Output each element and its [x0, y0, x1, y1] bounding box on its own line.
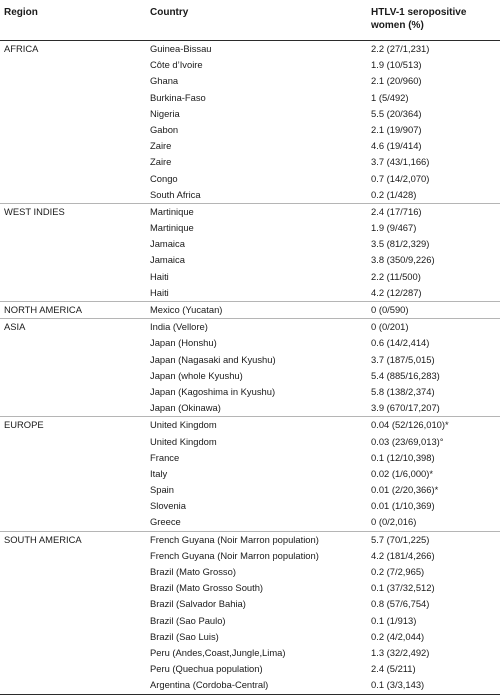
region-cell: WEST INDIES: [4, 205, 65, 217]
country-cell: Japan (Kagoshima in Kyushu): [150, 385, 276, 397]
country-cell: French Guyana (Noir Marron population): [150, 549, 319, 561]
table-row: [0, 318, 500, 335]
country-cell: Brazil (Mato Grosso): [150, 566, 236, 577]
table-row: [0, 548, 500, 564]
table-row: [0, 661, 500, 677]
country-cell: Guinea-Bissau: [150, 43, 212, 54]
country-cell: Argentina (Cordoba-Central): [150, 679, 269, 691]
value-cell: 4.2 (181/4,266): [371, 549, 435, 561]
value-cell: 4.2 (12/287): [371, 286, 422, 298]
table-row: [0, 106, 500, 122]
table-row: [0, 531, 500, 548]
table-row: [0, 73, 500, 89]
table-body: [0, 41, 500, 694]
country-cell: Zaire: [150, 140, 172, 152]
table-row: [0, 236, 500, 252]
country-cell: Jamaica: [150, 254, 185, 266]
country-cell: Haiti: [150, 270, 169, 282]
country-cell: Brazil (Salvador Bahia): [150, 598, 246, 610]
value-cell: 0.04 (52/126,010)*: [371, 419, 449, 431]
value-cell: 2.1 (20/960): [371, 75, 422, 87]
value-cell: 0.01 (1/10,369): [371, 500, 435, 512]
value-cell: 4.6 (19/414): [371, 140, 422, 152]
table-row: [0, 450, 500, 466]
country-cell: South Africa: [150, 188, 201, 200]
country-cell: Côte d’Ivoire: [150, 59, 203, 71]
region-cell: EUROPE: [4, 419, 44, 431]
country-cell: Martinique: [150, 222, 194, 234]
value-cell: 2.1 (19/907): [371, 123, 422, 135]
table-row: [0, 677, 500, 693]
table-row: [0, 138, 500, 154]
table-row: [0, 252, 500, 268]
value-cell: 1 (5/492): [371, 91, 409, 103]
table-row: [0, 564, 500, 580]
country-cell: Peru (Andes,Coast,Jungle,Lima): [150, 646, 286, 658]
table-row: [0, 57, 500, 73]
table-row: [0, 466, 500, 482]
value-cell: 1.9 (9/467): [371, 222, 417, 234]
region-cell: NORTH AMERICA: [4, 304, 82, 315]
value-cell: 3.7 (187/5,015): [371, 353, 435, 365]
table-row: [0, 220, 500, 236]
table-row: [0, 434, 500, 450]
table-row: [0, 154, 500, 170]
table-row: [0, 41, 500, 57]
value-cell: 5.4 (885/16,283): [371, 369, 440, 381]
value-cell: 3.8 (350/9,226): [371, 254, 435, 266]
country-cell: Slovenia: [150, 500, 186, 512]
table-row: [0, 90, 500, 106]
table-row: [0, 368, 500, 384]
value-cell: 0.7 (14/2,070): [371, 172, 430, 184]
country-cell: Congo: [150, 172, 178, 184]
country-cell: Jamaica: [150, 238, 185, 250]
value-cell: 2.4 (5/211): [371, 663, 416, 675]
country-cell: Mexico (Yucatan): [150, 304, 223, 315]
table-row: [0, 416, 500, 433]
country-cell: Japan (Honshu): [150, 337, 217, 349]
country-cell: Japan (Okinawa): [150, 402, 221, 414]
country-cell: Haiti: [150, 286, 169, 298]
value-cell: 5.8 (138/2,374): [371, 385, 435, 397]
country-cell: Italy: [150, 467, 168, 479]
value-cell: 0.2 (7/2,965): [371, 566, 425, 577]
country-cell: Zaire: [150, 156, 172, 168]
value-cell: 1.3 (32/2,492): [371, 646, 430, 658]
country-cell: Greece: [150, 516, 181, 528]
value-cell: 0.6 (14/2,414): [371, 337, 430, 349]
value-cell: 0.2 (4/2,044): [371, 630, 425, 642]
table-row: [0, 285, 500, 301]
table-row: [0, 498, 500, 514]
table-header: [0, 0, 500, 41]
country-cell: Japan (Nagasaki and Kyushu): [150, 353, 276, 365]
country-cell: Japan (whole Kyushu): [150, 369, 243, 381]
region-cell: ASIA: [4, 321, 26, 333]
value-cell: 1.9 (10/513): [371, 59, 422, 71]
table-row: [0, 171, 500, 187]
table-row: [0, 596, 500, 612]
value-cell: 3.9 (670/17,207): [371, 402, 440, 414]
value-cell: 0.1 (1/913): [371, 614, 417, 626]
table-row: [0, 482, 500, 498]
country-cell: Martinique: [150, 205, 194, 217]
table-row: [0, 122, 500, 138]
value-cell: 5.7 (70/1,225): [371, 533, 430, 545]
table-row: [0, 187, 500, 203]
header-value: [371, 6, 496, 32]
header-region: Region: [4, 7, 38, 18]
value-cell: 0 (0/590): [371, 304, 409, 315]
header-value-line1: HTLV-1 seropositive: [371, 7, 467, 18]
value-cell: 0 (0/2,016): [371, 516, 417, 528]
table-row: [0, 514, 500, 530]
country-cell: France: [150, 451, 180, 463]
table-row: [0, 301, 500, 318]
country-cell: Burkina-Faso: [150, 91, 206, 103]
value-cell: 2.4 (17/716): [371, 205, 422, 217]
bottom-rule: [0, 694, 500, 695]
country-cell: Spain: [150, 484, 174, 496]
table-row: [0, 352, 500, 368]
country-cell: Gabon: [150, 123, 179, 135]
value-cell: 0.1 (3/3,143): [371, 679, 425, 691]
value-cell: 2.2 (27/1,231): [371, 43, 430, 54]
value-cell: 3.7 (43/1,166): [371, 156, 430, 168]
value-cell: 0 (0/201): [371, 321, 409, 333]
table-row: [0, 400, 500, 416]
country-cell: Peru (Quechua population): [150, 663, 263, 675]
value-cell: 0.1 (12/10,398): [371, 451, 435, 463]
country-cell: India (Vellore): [150, 321, 208, 333]
value-cell: 0.1 (37/32,512): [371, 582, 435, 594]
table-row: [0, 269, 500, 285]
table-row: [0, 384, 500, 400]
table-row: [0, 613, 500, 629]
country-cell: Brazil (Sao Luis): [150, 630, 219, 642]
value-cell: 5.5 (20/364): [371, 107, 422, 119]
country-cell: United Kingdom: [150, 419, 217, 431]
value-cell: 0.03 (23/69,013)°: [371, 435, 444, 447]
country-cell: Brazil (Mato Grosso South): [150, 582, 264, 594]
table-row: [0, 629, 500, 645]
header-value-line2: women (%): [371, 20, 424, 31]
table-row: [0, 203, 500, 220]
region-cell: AFRICA: [4, 43, 39, 54]
table-row: [0, 335, 500, 351]
table-row: [0, 645, 500, 661]
country-cell: United Kingdom: [150, 435, 217, 447]
header-country: Country: [150, 7, 189, 18]
value-cell: 0.02 (1/6,000)*: [371, 467, 434, 479]
country-cell: Ghana: [150, 75, 179, 87]
country-cell: French Guyana (Noir Marron population): [150, 533, 319, 545]
value-cell: 3.5 (81/2,329): [371, 238, 430, 250]
value-cell: 0.8 (57/6,754): [371, 598, 430, 610]
region-cell: SOUTH AMERICA: [4, 533, 82, 545]
table-row: [0, 580, 500, 596]
value-cell: 2.2 (11/500): [371, 270, 421, 282]
value-cell: 0.01 (2/20,366)*: [371, 484, 439, 496]
value-cell: 0.2 (1/428): [371, 188, 417, 200]
country-cell: Brazil (Sao Paulo): [150, 614, 226, 626]
country-cell: Nigeria: [150, 107, 180, 119]
